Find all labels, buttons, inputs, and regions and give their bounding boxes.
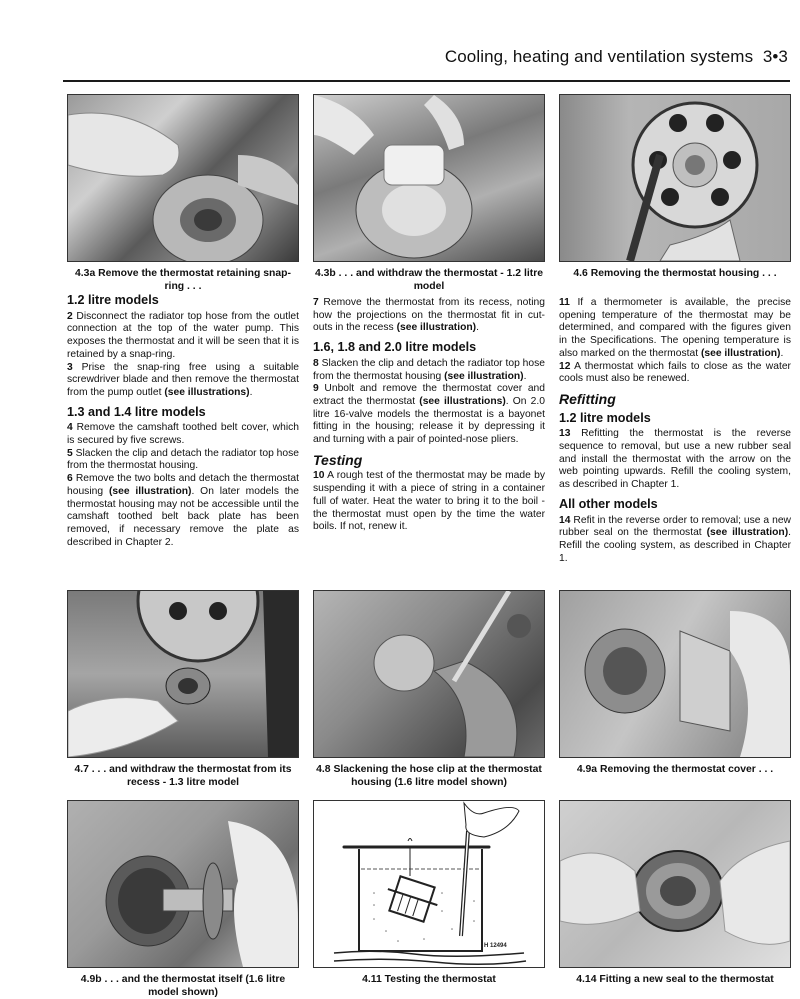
- section-heading: 1.3 and 1.4 litre models: [67, 404, 206, 419]
- figure-4-6: [559, 94, 791, 280]
- see-illustrations-ref: (see illustrations): [164, 386, 250, 398]
- photo-hose-clip: [313, 590, 545, 758]
- paragraph-7: 7 Remove the thermostat from its recess, noting how the projections on the thermostat fit in cut-outs in the recess (see illustration).: [313, 297, 545, 334]
- header-rule: [63, 80, 790, 82]
- pulley-thermostat-illustration: [68, 591, 298, 757]
- thermostat-removal-illustration: [68, 801, 298, 967]
- paragraph-6: 6 Remove the two bolts and detach the thermostat housing (see illustration). On later models the thermostat housing may not be accessible until the camshaft toothed belt back plate has been removed, if necessary remove the plate as described in Chapter 2.: [67, 473, 300, 548]
- thermostat-cover-illustration: [560, 591, 790, 757]
- paragraph-5: 5 Slacken the clip and detach the radiator top hose from the thermostat housing.: [67, 447, 299, 472]
- photo-thermostat-itself: [67, 800, 299, 968]
- photo-snap-ring: [67, 94, 299, 262]
- photo-thermostat-withdraw: [313, 94, 545, 262]
- photo-thermostat-recess: [67, 590, 299, 758]
- figure-4-3b: [313, 94, 545, 293]
- figure-caption: 4.3a Remove the thermostat retaining snap-ring . . .: [75, 268, 291, 292]
- seal-fitting-illustration: [560, 801, 790, 967]
- paragraph-8: 8 Slacken the clip and detach the radiator top hose from the thermostat housing (see illustration).: [313, 357, 545, 382]
- paragraph-2: 2 Disconnect the radiator top hose from the outlet connection at the top of the water pump. This exposes the thermostat and it will be seen that it is retained by a snap-ring.: [67, 310, 299, 360]
- figure-caption: 4.3b . . . and withdraw the thermostat - 1.2 litre model: [314, 268, 544, 292]
- running-head: [0, 47, 788, 67]
- thermostat-test-diagram: [314, 801, 544, 967]
- section-heading: 1.2 litre models: [67, 293, 159, 307]
- paragraph-11: 11 If a thermometer is available, the precise opening temperature of the thermostat may be determined, and compared with the figures given in the Specifications. The opening temperature is also marked on the thermostat (see illustration).: [559, 297, 791, 359]
- section-heading: 1.6, 1.8 and 2.0 litre models: [313, 340, 477, 355]
- text-column-middle: [313, 297, 545, 534]
- see-illustration-ref: (see illustration): [706, 527, 789, 539]
- figure-caption: 4.11 Testing the thermostat: [362, 974, 496, 985]
- paragraph-13: 13 Refitting the thermostat is the reverse sequence to removal, but use a new rubber seal and install the thermostat with the arrow on the web pointing upwards. Refill the cooling system, as described in Chapter 1.: [559, 428, 791, 491]
- drawing-code: H 12494: [484, 943, 507, 949]
- figure-4-9a: [559, 590, 791, 776]
- figure-4-14: [559, 800, 791, 986]
- paragraph-10: 10 A rough test of the thermostat may be made by suspending it with a piece of string in a container full of water. Heat the water to bring it to the boil - the thermostat must open by the time the water boils. If not, renew it.: [313, 470, 545, 533]
- figure-caption: 4.9a Removing the thermostat cover . . .: [576, 764, 774, 775]
- figure-caption: 4.7 . . . and withdraw the thermostat from its recess - 1.3 litre model: [74, 764, 292, 788]
- photo-new-seal: [559, 800, 791, 968]
- thermostat-photo-illustration: [314, 95, 544, 261]
- section-heading-italic: Testing: [313, 451, 363, 468]
- paragraph-12: 12 A thermostat which fails to close as the water cools must also be renewed.: [559, 360, 791, 385]
- text-column-left: [67, 294, 299, 549]
- pulley-photo-illustration: [560, 95, 790, 261]
- figure-caption: 4.9b . . . and the thermostat itself (1.6 litre model shown): [80, 974, 286, 998]
- see-illustration-ref: (see illustration): [108, 485, 192, 497]
- text-column-right: [559, 297, 791, 565]
- see-illustration-ref: (see illustration): [444, 370, 524, 382]
- figure-4-3a: [67, 94, 299, 293]
- paragraph-9: 9 Unbolt and remove the thermostat cover and extract the thermostat (see illustrations). On 2.0 litre 16-valve models the thermostat is a bayonet fitting in the housing; release it by depressing it and turning with a pair of pointed-nose pliers.: [313, 383, 545, 446]
- see-illustration-ref: (see illustration): [396, 322, 477, 334]
- paragraph-3: 3 Prise the snap-ring free using a suitable screwdriver blade and then remove the thermostat from the pump outlet (see illustrations).: [67, 361, 299, 398]
- figure-caption: 4.6 Removing the thermostat housing . . .: [573, 268, 777, 279]
- figure-4-7: [67, 590, 299, 789]
- paragraph-14: 14 Refit in the reverse order to removal; use a new rubber seal on the thermostat (see illustration). Refill the cooling system, as described in Chapter 1.: [559, 514, 792, 564]
- thermostat-photo-illustration: [68, 95, 298, 261]
- hose-clip-illustration: [314, 591, 544, 757]
- see-illustration-ref: (see illustration): [700, 347, 781, 359]
- section-heading: All other models: [559, 496, 658, 511]
- section-heading-italic: Refitting: [559, 390, 616, 407]
- photo-thermostat-housing: [559, 94, 791, 262]
- page-number: 3•3: [762, 47, 788, 66]
- section-heading: 1.2 litre models: [559, 410, 651, 425]
- figure-4-8: [313, 590, 545, 789]
- photo-thermostat-cover: [559, 590, 791, 758]
- figure-caption: 4.14 Fitting a new seal to the thermostat: [576, 974, 774, 985]
- chapter-title: Cooling, heating and ventilation systems: [444, 47, 754, 66]
- figure-4-9b: [67, 800, 299, 999]
- figure-4-11: [313, 800, 545, 986]
- paragraph-4: 4 Remove the camshaft toothed belt cover, which is secured by five screws.: [67, 422, 299, 447]
- figure-caption: 4.8 Slackening the hose clip at the thermostat housing (1.6 litre model shown): [316, 764, 542, 788]
- see-illustrations-ref: (see illustrations): [419, 395, 506, 407]
- diagram-thermostat-test: [313, 800, 545, 968]
